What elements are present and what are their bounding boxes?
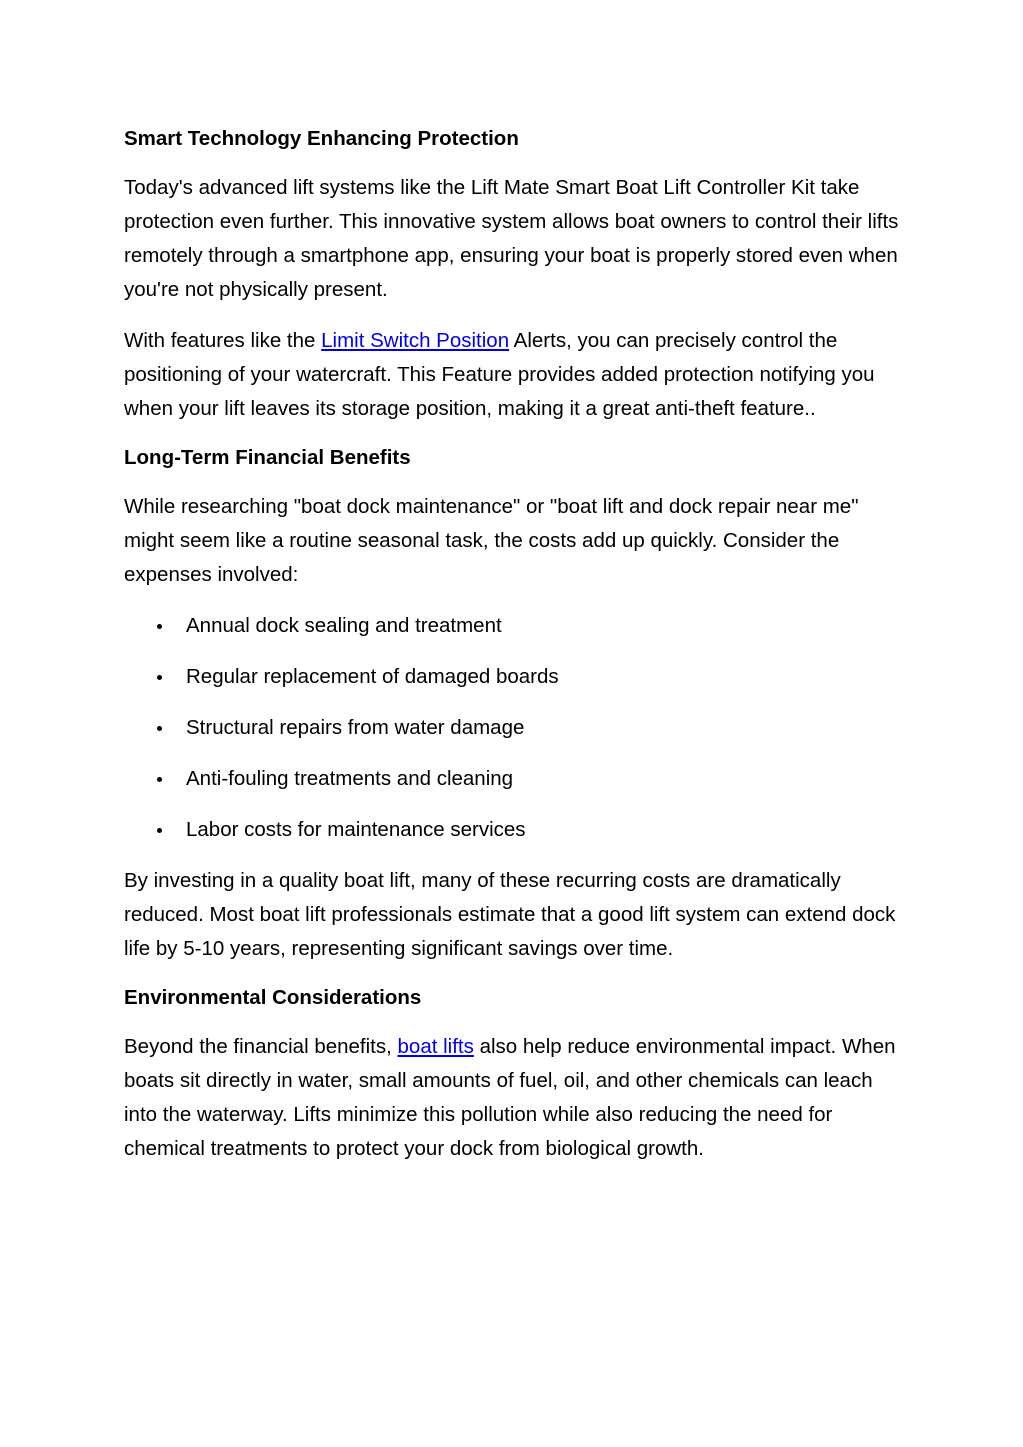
- list-item-text: Regular replacement of damaged boards: [186, 665, 559, 688]
- bullet-icon: [157, 828, 162, 833]
- paragraph-dock-maintenance: While researching "boat dock maintenance" or "boat lift and dock repair near me" might seem like a routine seasonal task, the costs add up quickly. Consider the expenses involved:: [124, 495, 859, 586]
- document-page: [124, 124, 904, 1183]
- boat-lifts-link[interactable]: boat lifts: [397, 1035, 474, 1058]
- list-item: [124, 660, 904, 694]
- bullet-icon: [157, 726, 162, 731]
- paragraph-text: With features like the: [124, 329, 322, 352]
- list-item-text: Annual dock sealing and treatment: [186, 614, 502, 637]
- section-heading-environmental: Environmental Considerations: [124, 986, 422, 1009]
- section-heading-financial-benefits: Long-Term Financial Benefits: [124, 446, 411, 469]
- section-heading-smart-technology: Smart Technology Enhancing Protection: [124, 127, 519, 150]
- paragraph-investing-boat-lift: By investing in a quality boat lift, many of these recurring costs are dramatically reduced. Most boat lift professionals estimate that a good lift system can extend dock life by 5-10 years, representing significant savings over time.: [124, 869, 896, 960]
- list-item-text: Anti-fouling treatments and cleaning: [186, 767, 514, 790]
- paragraph-lift-controller: Today's advanced lift systems like the Lift Mate Smart Boat Lift Controller Kit take protection even further. This innovative system allows boat owners to control their lifts remotely through a smartphone app, ensuring your boat is properly stored even when you're not physically present.: [124, 176, 899, 301]
- paragraph-limit-switch: [124, 324, 904, 426]
- expenses-list: [124, 609, 904, 847]
- list-item: [124, 813, 904, 847]
- paragraph-text: Alerts, you can precisely control the positioning of your watercraft. This Feature provides added protection notifying you when your lift leaves its storage position, making it a great anti-theft feature..: [124, 329, 875, 420]
- bullet-icon: [157, 624, 162, 629]
- list-item-text: Structural repairs from water damage: [186, 716, 525, 739]
- list-item-text: Labor costs for maintenance services: [186, 818, 526, 841]
- bullet-icon: [157, 777, 162, 782]
- list-item: [124, 762, 904, 796]
- list-item: [124, 711, 904, 745]
- limit-switch-position-link[interactable]: Limit Switch Position: [321, 329, 510, 352]
- bullet-icon: [157, 675, 162, 680]
- paragraph-text: Beyond the financial benefits,: [124, 1035, 398, 1058]
- list-item: [124, 609, 904, 643]
- paragraph-environmental-impact: [124, 1030, 904, 1166]
- paragraph-text: also help reduce environmental impact. When boats sit directly in water, small amounts of fuel, oil, and other chemicals can leach into the waterway. Lifts minimize this pollution while also reducing the need for chemical treatments to protect your dock from biological growth.: [124, 1035, 896, 1160]
